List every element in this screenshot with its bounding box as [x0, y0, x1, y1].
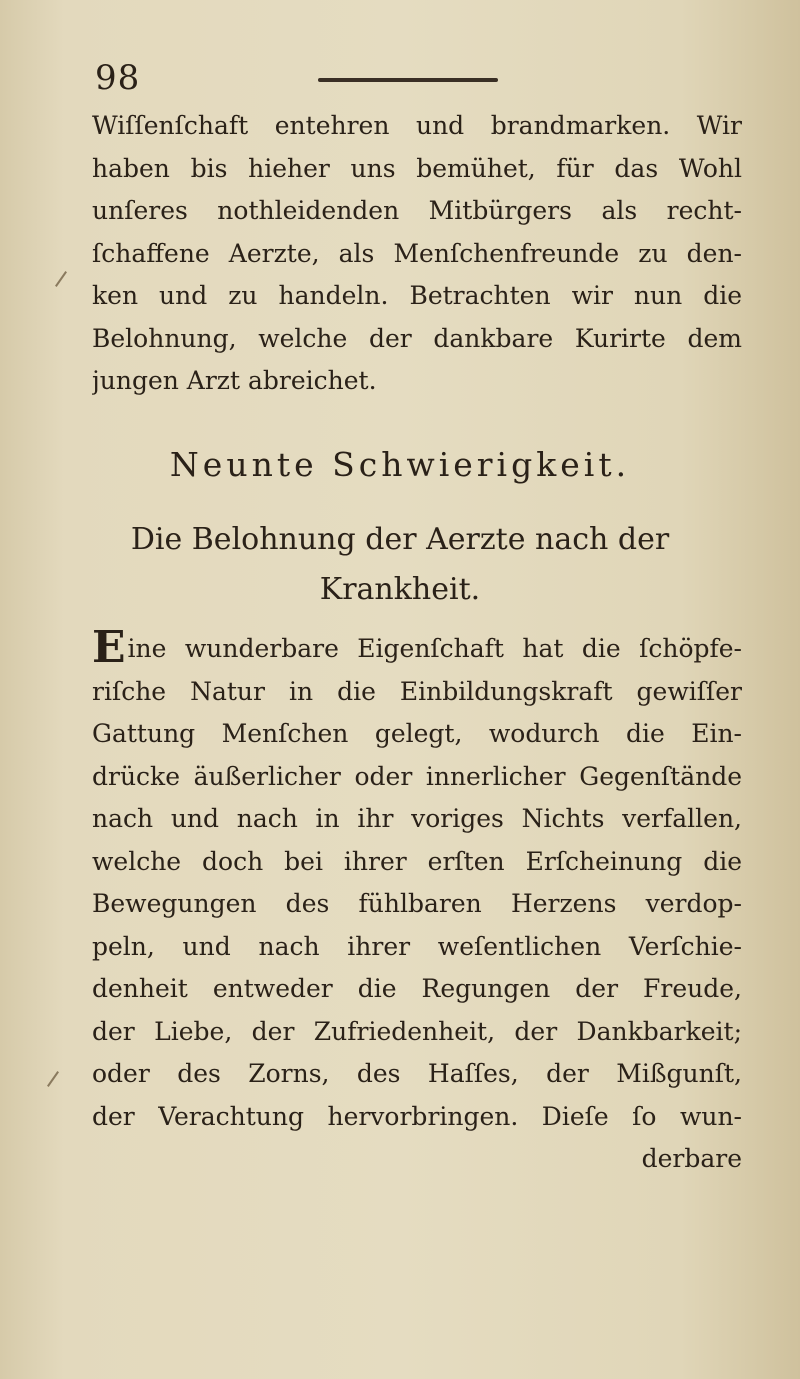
- drop-cap: E: [92, 628, 126, 671]
- margin-mark: [55, 271, 67, 287]
- text-line: Bewegungen des fühlbaren Herzens verdop-: [92, 889, 742, 918]
- text-line: oder des Zorns, des Haſſes, der Mißgunſt,: [92, 1059, 742, 1088]
- section-subtitle-line: Krankheit.: [319, 572, 481, 607]
- text-line: unſeres nothleidenden Mitbürgers als recht-: [92, 196, 742, 225]
- text-line: Wiſſenſchaft entehren und brandmarken. Wir: [92, 111, 742, 140]
- text-line: welche doch bei ihrer erſten Erſcheinung die: [92, 846, 742, 876]
- text-line: drücke äußerlicher oder innerlicher Gegenſtände: [92, 761, 742, 791]
- section-heading: Neunte Schwierigkeit.: [169, 445, 631, 484]
- section-subtitle-line: Die Belohnung der Aerzte nach der: [130, 522, 670, 557]
- page-number: 98: [95, 58, 141, 98]
- text-line: der Liebe, der Zufriedenheit, der Dankbarkeit;: [92, 1016, 742, 1046]
- text-line-first: [92, 628, 742, 671]
- text-line: Gattung Menſchen gelegt, wodurch die Ein-: [92, 719, 742, 748]
- text-line: ken und zu handeln. Betrachten wir nun die: [92, 281, 742, 310]
- first-line-text: ine wunderbare Eigenſchaft hat die ſchöpfe-: [127, 634, 742, 663]
- text-line: nach und nach in ihr voriges Nichts verfallen,: [92, 804, 742, 833]
- margin-mark: [47, 1071, 59, 1087]
- text-line: riſche Natur in die Einbildungskraft gewiſſer: [92, 676, 742, 706]
- text-line: ſchaffene Aerzte, als Menſchenfreunde zu den-: [92, 238, 742, 268]
- text-line: jungen Arzt abreichet.: [92, 366, 377, 395]
- text-line: denheit entweder die Regungen der Freude,: [92, 974, 742, 1003]
- catchword: derbare: [641, 1144, 742, 1173]
- text-line: haben bis hieher uns bemühet, für das Wohl: [92, 153, 742, 183]
- paragraph-top: [92, 105, 742, 403]
- text-line: peln, und nach ihrer weſentlichen Verſchie-: [92, 931, 742, 961]
- header-rule: [318, 78, 498, 82]
- paragraph-main: [92, 628, 742, 1181]
- text-line: Belohnung, welche der dankbare Kurirte dem: [92, 323, 742, 353]
- text-line: der Verachtung hervorbringen. Dieſe ſo wun-: [92, 1101, 742, 1131]
- section-subtitle: [0, 515, 800, 615]
